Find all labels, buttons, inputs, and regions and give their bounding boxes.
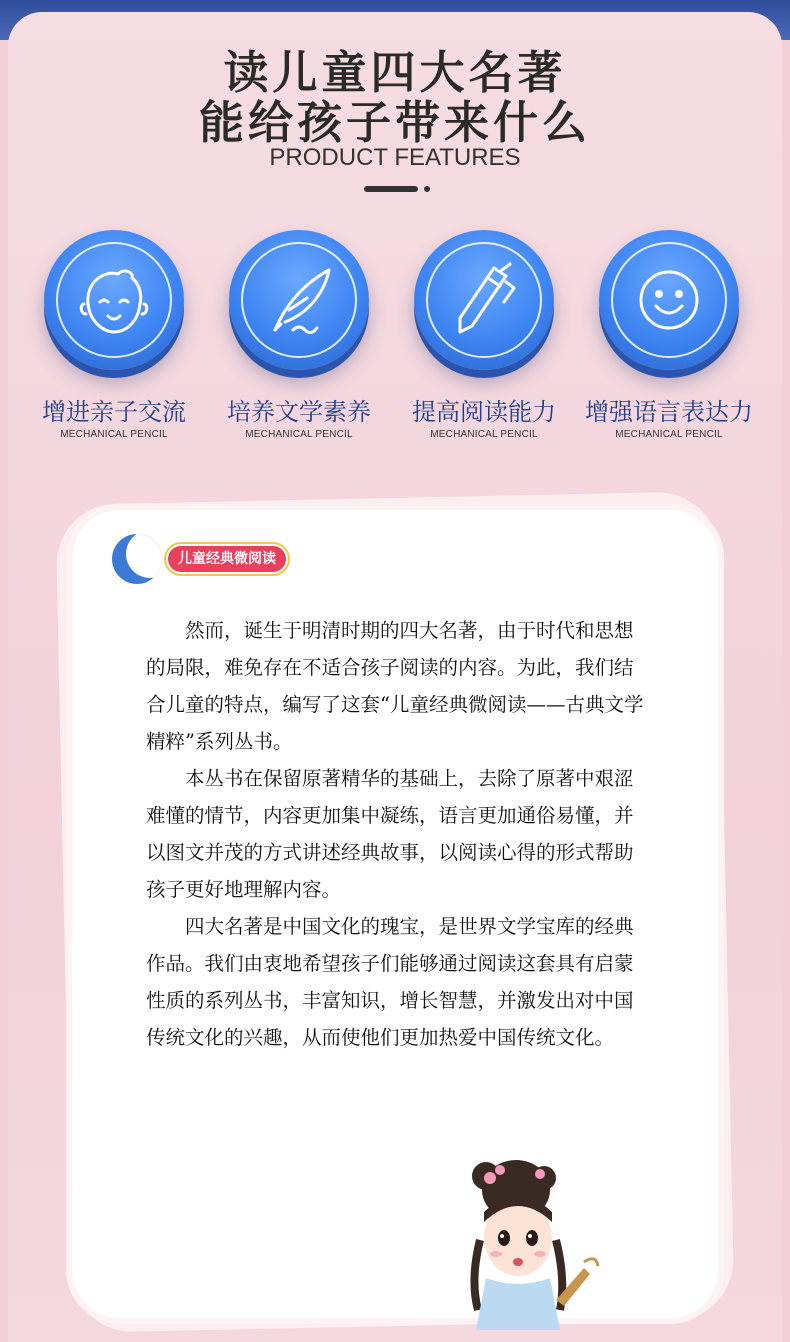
paragraph: 本丛书在保留原著精华的基础上，去除了原著中艰涩难懂的情节，内容更加集中凝练，语言更加通俗易懂，并以图文并茂的方式讲述经典故事，以阅读心得的形式帮助孩子更好地理解内容。 — [146, 767, 634, 901]
feature-label: 增进亲子交流 — [42, 398, 186, 426]
cartoon-girl-illustration — [456, 1150, 606, 1330]
feature-circle — [229, 230, 369, 370]
page-title-line2: 能给孩子带来什么 — [198, 96, 591, 149]
page-title-line1: 读儿童四大名著 — [223, 46, 567, 99]
feature-literacy — [207, 230, 391, 440]
feature-circle — [599, 230, 739, 370]
paragraph: 然而，诞生于明清时期的四大名著，由于时代和思想的局限，难免存在不适合孩子阅读的内容。为此，我们结合儿童的特点，编写了这套“儿童经典微阅读——古典文学精粹”系列丛书。 — [146, 619, 644, 753]
feature-sublabel: MECHANICAL PENCIL — [245, 429, 353, 440]
feature-label: 提高阅读能力 — [412, 398, 556, 426]
moon-girl-icon — [112, 534, 162, 584]
feature-sublabel: MECHANICAL PENCIL — [430, 429, 538, 440]
smiley-icon — [629, 260, 709, 340]
divider-dash — [364, 186, 418, 192]
feature-circle — [44, 230, 184, 370]
child-face-icon — [74, 260, 154, 340]
feature-label: 增强语言表达力 — [585, 398, 753, 426]
feature-sublabel: MECHANICAL PENCIL — [615, 429, 723, 440]
feature-label: 培养文学素养 — [227, 398, 371, 426]
feature-reading — [392, 230, 576, 440]
feature-parent-child — [22, 230, 206, 440]
feather-quill-icon — [259, 260, 339, 340]
body-text — [146, 612, 646, 1056]
feature-circle — [414, 230, 554, 370]
logo-badge-text: 儿童经典微阅读 — [168, 546, 286, 572]
pen-icon — [444, 260, 524, 340]
feature-sublabel: MECHANICAL PENCIL — [60, 429, 168, 440]
page-subtitle: PRODUCT FEATURES — [269, 144, 521, 171]
divider-dot — [424, 186, 430, 192]
paragraph: 四大名著是中国文化的瑰宝，是世界文学宝库的经典作品。我们由衷地希望孩子们能够通过阅读这套具有启蒙性质的系列丛书，丰富知识，增长智慧，并激发出对中国传统文化的兴趣，从而使他们更加热爱中国传统文化。 — [146, 915, 634, 1049]
feature-expression — [577, 230, 761, 440]
